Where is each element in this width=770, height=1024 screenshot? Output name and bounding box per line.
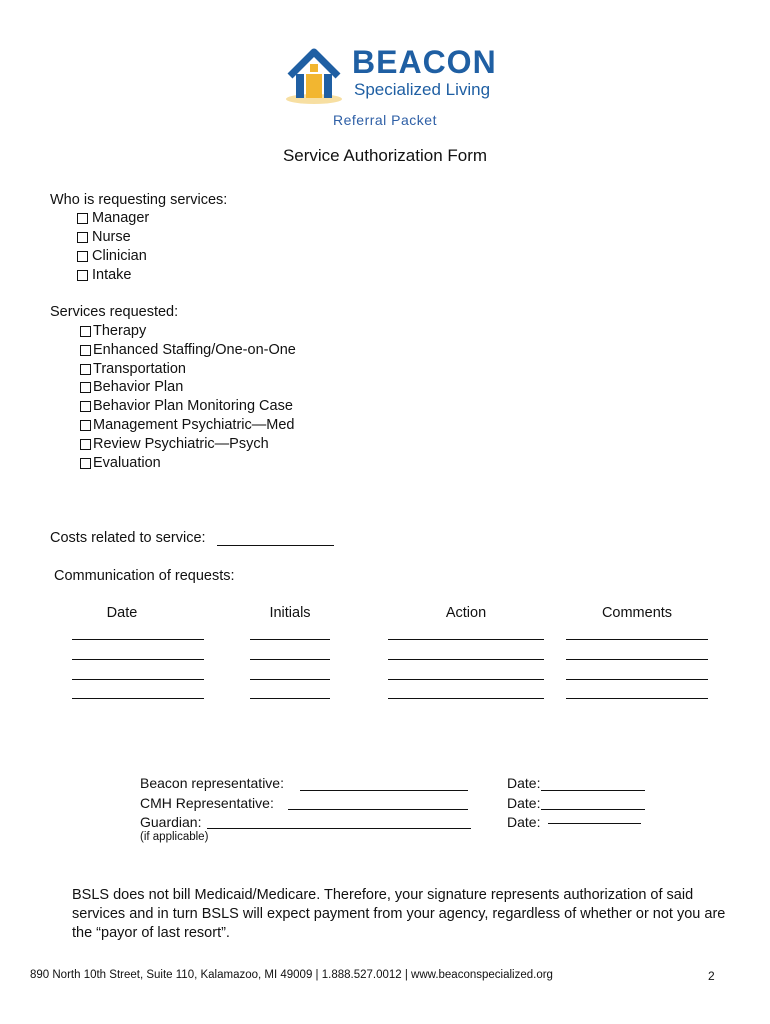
checkbox[interactable] (80, 439, 91, 450)
option-label: Manager (92, 210, 150, 226)
comments-field[interactable] (566, 659, 708, 660)
brand-name: BEACON (352, 44, 497, 80)
action-field[interactable] (388, 659, 544, 660)
initials-field[interactable] (250, 698, 330, 699)
action-field[interactable] (388, 698, 544, 699)
service-option-therapy[interactable] (80, 323, 146, 339)
column-comments: Comments (601, 605, 673, 621)
option-label: Nurse (92, 229, 131, 245)
initials-field[interactable] (250, 659, 330, 660)
column-action: Action (445, 605, 487, 621)
service-option-behavior-monitoring[interactable] (80, 398, 293, 414)
requester-option-manager[interactable] (77, 210, 149, 226)
services-label: Services requested: (50, 304, 179, 320)
requester-option-nurse[interactable] (77, 229, 131, 245)
date-field[interactable] (72, 679, 204, 680)
date-label: Date: (507, 775, 541, 791)
option-label: Behavior Plan (93, 379, 184, 395)
action-field[interactable] (388, 679, 544, 680)
option-label: Management Psychiatric—Med (93, 417, 295, 433)
date-field[interactable] (72, 659, 204, 660)
option-label: Behavior Plan Monitoring Case (93, 398, 293, 414)
checkbox[interactable] (77, 270, 88, 281)
initials-field[interactable] (250, 679, 330, 680)
checkbox[interactable] (80, 420, 91, 431)
cmh-rep-label: CMH Representative: (140, 795, 274, 811)
comments-field[interactable] (566, 679, 708, 680)
service-option-review-psychiatric[interactable] (80, 436, 269, 452)
checkbox[interactable] (80, 458, 91, 469)
guardian-field[interactable] (207, 828, 471, 829)
checkbox[interactable] (80, 401, 91, 412)
requester-label: Who is requesting services: (50, 192, 228, 208)
requester-option-intake[interactable] (77, 267, 132, 283)
service-option-management-psychiatric[interactable] (80, 417, 294, 433)
cmh-date-field[interactable] (541, 809, 645, 810)
date-field[interactable] (72, 639, 204, 640)
beacon-rep-field[interactable] (300, 790, 468, 791)
option-label: Intake (92, 267, 132, 283)
house-icon (286, 52, 342, 104)
guardian-date-field[interactable] (548, 823, 641, 824)
option-label: Enhanced Staffing/One-on-One (93, 342, 296, 358)
form-title: Service Authorization Form (282, 146, 488, 165)
comments-field[interactable] (566, 698, 708, 699)
page-number: 2 (708, 969, 715, 983)
checkbox[interactable] (80, 364, 91, 375)
checkbox[interactable] (77, 232, 88, 243)
action-field[interactable] (388, 639, 544, 640)
checkbox[interactable] (77, 251, 88, 262)
communication-label: Communication of requests: (54, 568, 235, 584)
packet-label: Referral Packet (333, 112, 437, 128)
brand-subtitle: Specialized Living (354, 80, 491, 99)
guardian-label: Guardian: (140, 814, 202, 830)
date-label: Date: (507, 814, 541, 830)
requester-option-clinician[interactable] (77, 248, 147, 264)
service-option-behavior-plan[interactable] (80, 379, 183, 395)
footer-address: 890 North 10th Street, Suite 110, Kalamazoo, MI 49009 | 1.888.527.0012 | www.beaconspecialized.org (30, 969, 553, 981)
cmh-rep-field[interactable] (288, 809, 468, 810)
checkbox[interactable] (77, 213, 88, 224)
column-initials: Initials (269, 605, 311, 621)
service-option-enhanced-staffing[interactable] (80, 342, 296, 358)
service-option-transportation[interactable] (80, 361, 186, 377)
costs-field[interactable] (217, 545, 334, 546)
option-label: Evaluation (93, 455, 161, 471)
column-date: Date (106, 605, 138, 621)
guardian-note: (if applicable) (140, 831, 209, 843)
checkbox[interactable] (80, 345, 91, 356)
option-label: Clinician (92, 248, 147, 264)
billing-note: BSLS does not bill Medicaid/Medicare. Therefore, your signature represents authorization of said services and in turn BSLS will expect payment from your agency, regardless of whether or not you are the “payor of last resort”. (72, 887, 726, 941)
date-label: Date: (507, 795, 541, 811)
initials-field[interactable] (250, 639, 330, 640)
option-label: Review Psychiatric—Psych (93, 436, 269, 452)
checkbox[interactable] (80, 382, 91, 393)
service-option-evaluation[interactable] (80, 455, 161, 471)
checkbox[interactable] (80, 326, 91, 337)
option-label: Therapy (93, 323, 147, 339)
costs-label: Costs related to service: (50, 530, 206, 546)
beacon-rep-label: Beacon representative: (140, 775, 284, 791)
beacon-date-field[interactable] (541, 790, 645, 791)
option-label: Transportation (93, 361, 186, 377)
date-field[interactable] (72, 698, 204, 699)
comments-field[interactable] (566, 639, 708, 640)
